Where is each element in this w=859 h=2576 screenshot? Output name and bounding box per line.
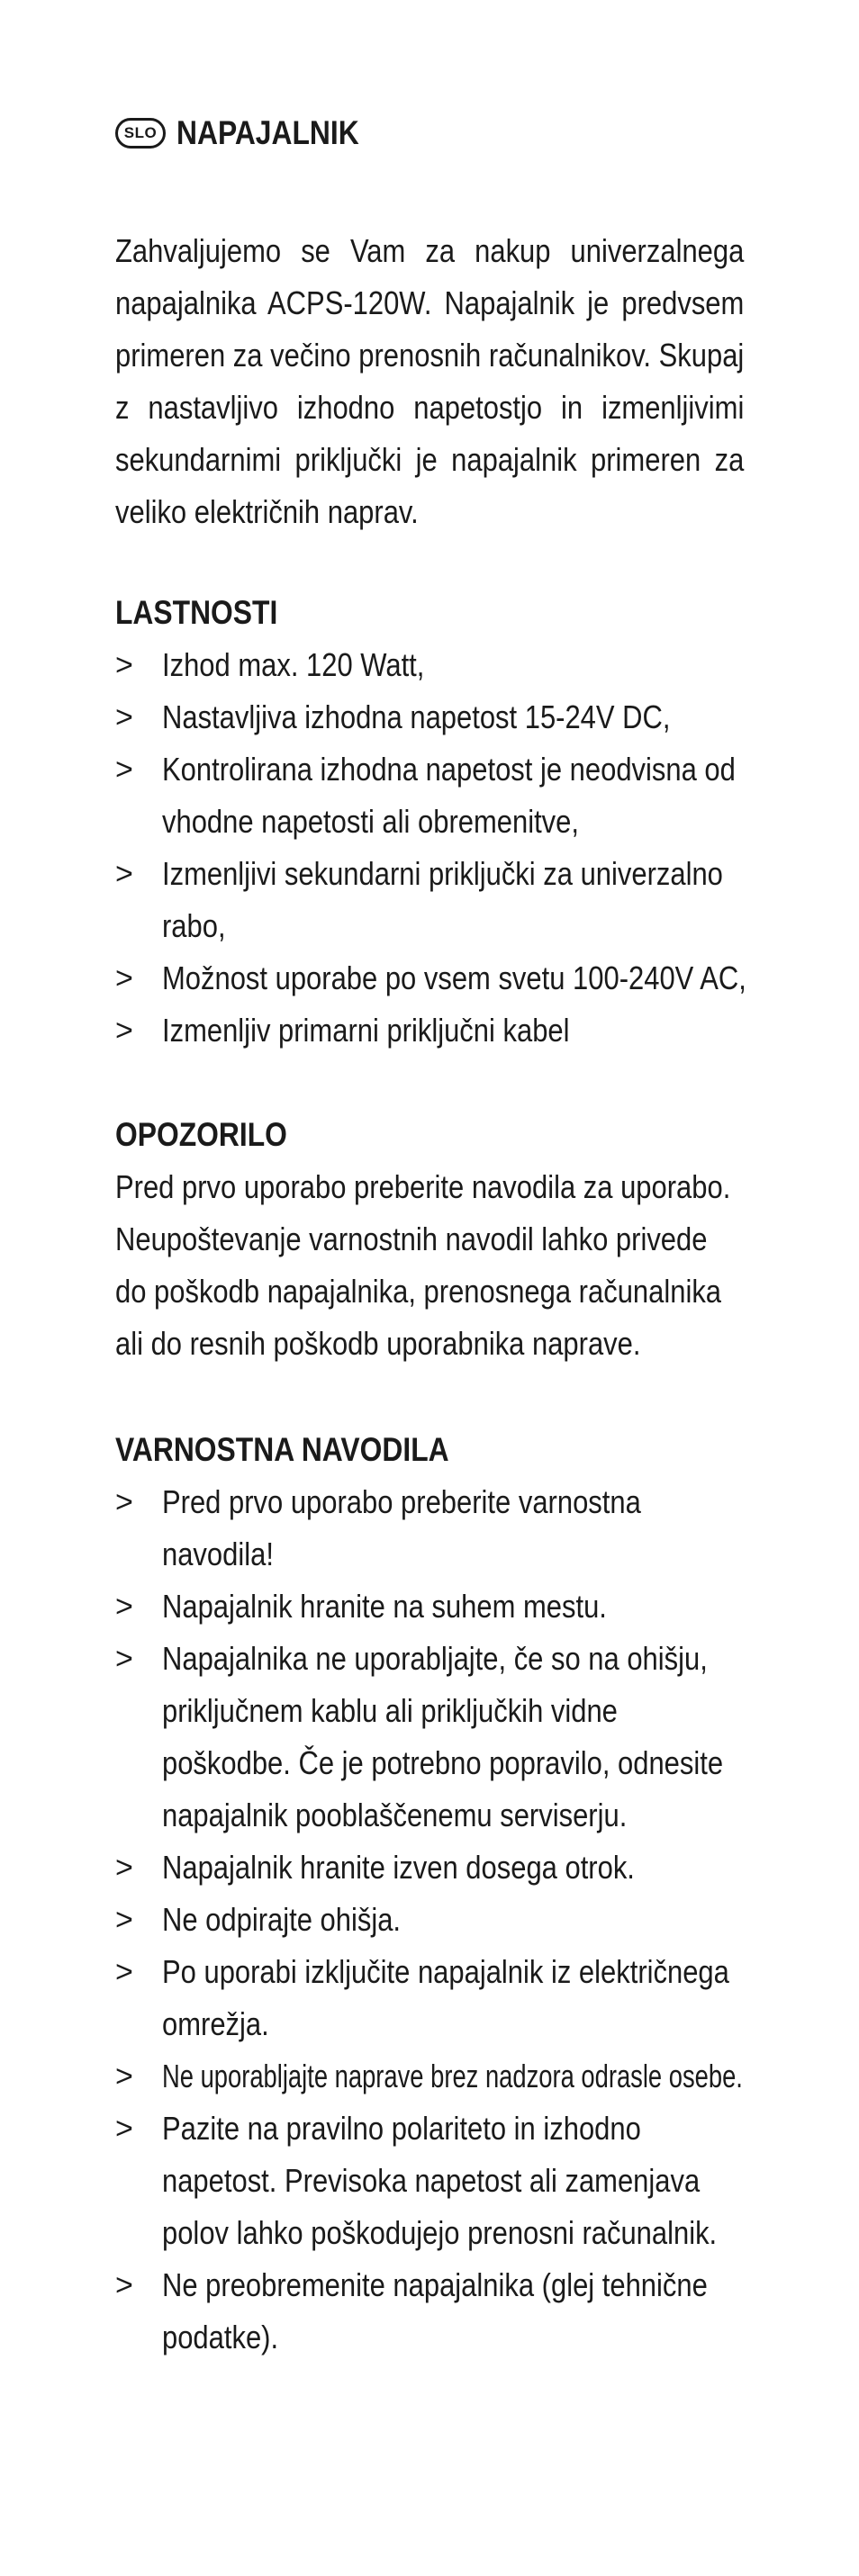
list-item: > Ne uporabljajte naprave brez nadzora odrasle osebe. bbox=[115, 2050, 746, 2103]
language-badge: SLO bbox=[115, 118, 166, 149]
bullet-marker: > bbox=[115, 1851, 133, 1885]
bullet-marker: > bbox=[115, 1485, 133, 1519]
bullet-marker: > bbox=[115, 2112, 133, 2146]
bullet-marker: > bbox=[115, 700, 133, 734]
list-item: > Pazite na pravilno polariteto in izhodno napetost. Previsoka napetost ali zamenjava polov lahko poškodujejo prenosni računalnik. bbox=[115, 2103, 746, 2259]
list-item: > Napajalnik hranite na suhem mestu. bbox=[115, 1581, 746, 1633]
bullet-marker: > bbox=[115, 2059, 133, 2094]
features-heading: LASTNOSTI bbox=[115, 594, 278, 631]
warning-section bbox=[115, 1109, 746, 1370]
list-item: > Napajalnika ne uporabljajte, če so na ohišju, priključnem kablu ali priključkih vidne poškodbe. Če je potrebno popravilo, odnesite napajalnik pooblaščenemu serviserju. bbox=[115, 1633, 746, 1842]
safety-section bbox=[115, 1424, 746, 2364]
list-item: > Po uporabi izključite napajalnik iz električnega omrežja. bbox=[115, 1946, 746, 2050]
bullet-marker: > bbox=[115, 1955, 133, 1989]
bullet-marker: > bbox=[115, 1903, 133, 1937]
bullet-marker: > bbox=[115, 857, 133, 891]
page-title: NAPAJALNIK bbox=[176, 114, 359, 151]
warning-text: Pred prvo uporabo preberite navodila za uporabo. Neupoštevanje varnostnih navodil lahko privede do poškodb napajalnika, prenosnega računalnika ali do resnih poškodb uporabnika naprave. bbox=[115, 1168, 731, 1362]
safety-heading: VARNOSTNA NAVODILA bbox=[115, 1431, 449, 1468]
list-item: > Ne preobremenite napajalnika (glej tehnične podatke). bbox=[115, 2259, 746, 2364]
title-row bbox=[115, 106, 746, 160]
list-item: > Pred prvo uporabo preberite varnostna navodila! bbox=[115, 1476, 746, 1581]
bullet-marker: > bbox=[115, 1642, 133, 1676]
manual-page bbox=[115, 106, 746, 2364]
bullet-marker: > bbox=[115, 648, 133, 682]
bullet-marker: > bbox=[115, 752, 133, 787]
list-item: > Izmenljiv primarni priključni kabel bbox=[115, 1004, 746, 1057]
features-list bbox=[115, 639, 746, 1057]
safety-list bbox=[115, 1476, 746, 2364]
list-item: > Nastavljiva izhodna napetost 15-24V DC, bbox=[115, 691, 746, 743]
list-item: > Napajalnik hranite izven dosega otrok. bbox=[115, 1842, 746, 1894]
bullet-marker: > bbox=[115, 961, 133, 995]
list-item: > Možnost uporabe po vsem svetu 100-240V AC, bbox=[115, 952, 746, 1004]
warning-heading: OPOZORILO bbox=[115, 1116, 287, 1153]
features-section bbox=[115, 587, 746, 1057]
bullet-marker: > bbox=[115, 1013, 133, 1048]
list-item: > Ne odpirajte ohišja. bbox=[115, 1894, 746, 1946]
intro-paragraph: Zahvaljujemo se Vam za nakup univerzalnega napajalnika ACPS-120W. Napajalnik je predvsem primeren za večino prenosnih računalnikov. Skupaj z nastavljivo izhodno napetostjo in izmenljivimi sekundarnimi priključki je napajalnik primeren za veliko električnih naprav. bbox=[115, 232, 745, 530]
bullet-marker: > bbox=[115, 1590, 133, 1624]
list-item: > Izmenljivi sekundarni priključki za univerzalno rabo, bbox=[115, 848, 746, 952]
list-item: > Kontrolirana izhodna napetost je neodvisna od vhodne napetosti ali obremenitve, bbox=[115, 743, 746, 848]
list-item: > Izhod max. 120 Watt, bbox=[115, 639, 746, 691]
bullet-marker: > bbox=[115, 2268, 133, 2302]
